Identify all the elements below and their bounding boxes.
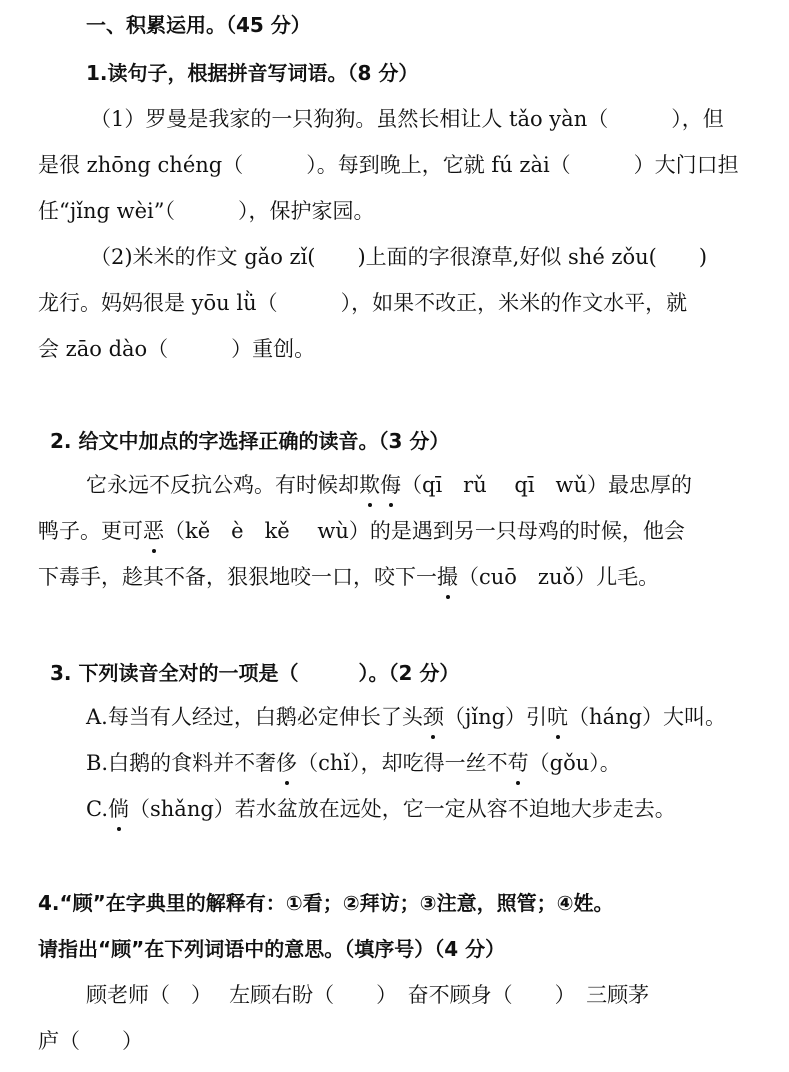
dotted-char: 吭 — [547, 702, 568, 732]
option-b-text-1: B.白鹅的食料并不奢 — [86, 751, 277, 775]
question-1-para-2-line-1: （2)米米的作文 gǎo zǐ( )上面的字很潦草,好似 shé zǒu( ) — [90, 245, 708, 269]
dotted-char: 倘 — [108, 794, 129, 824]
question-4-heading-line-2: 请指出“顾”在下列词语中的意思。（填序号）（4 分） — [38, 937, 506, 961]
question-3-option-a — [86, 702, 726, 732]
question-3-option-b — [86, 748, 621, 778]
section-heading: 一、积累运用。（45 分） — [86, 13, 311, 37]
question-2-line-3 — [38, 562, 659, 592]
question-2-line-1 — [86, 470, 692, 500]
question-2-line-1-text-a: 它永远不反抗公鸡。有时候却 — [86, 473, 359, 497]
dotted-char: 侈 — [276, 748, 297, 778]
question-2-line-1-text-b: （qī rǔ qī wǔ）最忠厚的 — [401, 473, 693, 497]
question-2-line-2-text-a: 鸭子。更可 — [38, 519, 143, 543]
option-a-text-2: （jǐng）引 — [443, 705, 548, 729]
question-4-items-line-2: 庐（ ） — [38, 1029, 143, 1053]
question-2-line-2-text-b: （kě è kě wù）的是遇到另一只母鸡的时候，他会 — [164, 519, 685, 543]
dotted-char: 欺 — [359, 470, 380, 500]
question-1-para-2-line-2: 龙行。妈妈很是 yōu lǜ（ ），如果不改正，米米的作文水平，就 — [38, 291, 688, 315]
question-4-items-line-1: 顾老师（ ） 左顾右盼（ ） 奋不顾身（ ） 三顾茅 — [86, 983, 650, 1007]
dotted-char: 侮 — [380, 470, 401, 500]
question-1-para-1-line-2: 是很 zhōng chéng（ ）。每到晚上，它就 fú zài（ ）大门口担 — [38, 153, 739, 177]
question-2-line-2 — [38, 516, 685, 546]
dotted-char: 苟 — [508, 748, 529, 778]
option-c-text-1: C. — [86, 797, 108, 821]
question-1-heading: 1.读句子，根据拼音写词语。（8 分） — [86, 61, 419, 85]
option-b-text-2: （chǐ），却吃得一丝不 — [297, 751, 508, 775]
question-1-para-1-line-1: （1）罗曼是我家的一只狗狗。虽然长相让人 tǎo yàn（ ），但 — [90, 107, 724, 131]
dotted-char: 恶 — [143, 516, 164, 546]
question-1-para-2-line-3: 会 zāo dào（ ）重创。 — [38, 337, 316, 361]
question-2-line-3-text-b: （cuō zuǒ）儿毛。 — [458, 565, 660, 589]
option-b-text-3: （gǒu）。 — [528, 751, 621, 775]
option-a-text-1: A.每当有人经过，白鹅必定伸长了头 — [86, 705, 423, 729]
option-c-text-2: （shǎng）若水盆放在远处，它一定从容不迫地大步走去。 — [129, 797, 676, 821]
question-1-para-1-line-3: 任“jǐng wèi”（ ），保护家园。 — [38, 199, 375, 223]
dotted-char: 撮 — [437, 562, 458, 592]
dotted-char: 颈 — [423, 702, 444, 732]
question-4-heading-line-1: 4.“顾”在字典里的解释有：①看；②拜访；③注意，照管；④姓。 — [38, 891, 614, 915]
question-2-line-3-text-a: 下毒手，趁其不备，狠狠地咬一口，咬下一 — [38, 565, 437, 589]
question-3-heading: 3. 下列读音全对的一项是（ ）。（2 分） — [50, 661, 460, 685]
question-3-option-c — [86, 794, 676, 824]
option-a-text-3: （háng）大叫。 — [568, 705, 727, 729]
question-2-heading: 2. 给文中加点的字选择正确的读音。（3 分） — [50, 429, 450, 453]
